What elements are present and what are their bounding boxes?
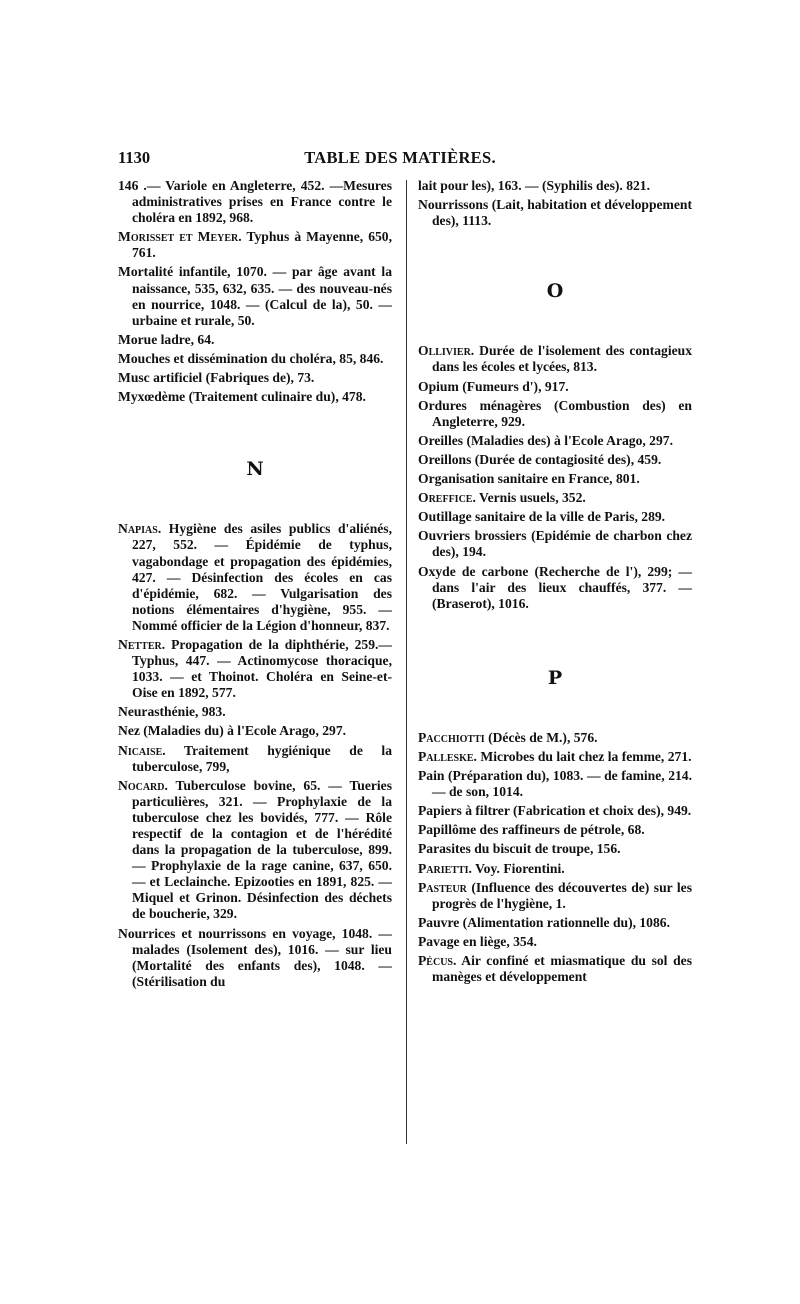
entry-text: Ouvriers brossiers (Epidémie de charbon chez des), 194. [418,528,692,560]
entry-author: Netter. [118,636,166,652]
index-entry [118,704,392,720]
entry-text: Oreillons (Durée de contagiosité des), 459. [418,451,662,467]
entry-text: Mouches et dissémination du choléra, 85, 846. [118,350,384,366]
index-entry [418,915,692,931]
entry-text: (Influence des découvertes de) sur les progrès de l'hygiène, 1. [432,879,692,911]
left-column [118,178,392,993]
entry-text: Pauvre (Alimentation rationnelle du), 1086. [418,914,670,930]
entry-text: Parasites du biscuit de troupe, 156. [418,841,621,857]
index-entry [418,880,692,912]
index-entry [118,229,392,261]
column-divider [406,180,407,1144]
entry-text: Air confiné et miasmatique du sol des manèges et développement [432,953,692,985]
entry-text: Voy. Fiorentini. [475,860,565,876]
index-entry [418,768,692,800]
index-entry [418,471,692,487]
entry-text: Typhus à Mayenne, 650, 761. [132,229,393,261]
page-number: 1130 [118,148,151,167]
index-entry [418,953,692,985]
entry-author: Ollivier. [418,343,475,359]
index-entry [118,178,392,226]
index-entry [118,370,392,386]
index-entry [418,178,692,194]
entry-text: Mortalité infantile, 1070. — par âge avant la naissance, 535, 632, 635. — des nouveau-nés en nourrice, 1048. — (Calcul de la), 50. — urbaine et rurale, 50. [118,264,392,328]
entry-text: lait pour les), 163. — (Syphilis des). 821. [418,178,651,193]
entry-text: Pavage en liège, 354. [418,933,537,949]
index-entry [418,379,692,395]
index-entry [118,637,392,701]
entry-text: Traitement hygiénique de la tuberculose, 799, [132,742,392,774]
index-entry [118,778,392,923]
entry-text: Oreilles (Maladies des) à l'Ecole Arago, 297. [418,432,673,448]
entry-text: Nez (Maladies du) à l'Ecole Arago, 297. [118,723,347,739]
entry-text: Tuberculose bovine, 65. — Tueries particulières, 321. — Prophylaxie de la tuberculose chez les bovidés, 777. — Rôle respectif de la contagion et de l'hérédité dans la propagation de la tuberculose, 899. — Prophylaxie de la rage canine, 637, 650. — et Leclainche. Epizooties en 1891, 825. — Miquel et Grinon. Désinfection des déchets de boucherie, 329. [132,777,393,922]
index-entry [418,841,692,857]
index-entry [418,452,692,468]
entry-author: Nocard. [118,777,168,793]
entry-text: Durée de l'isolement des contagieux dans les écoles et lycées, 813. [432,343,692,375]
entry-text: Neurasthénie, 983. [118,704,226,720]
entry-text: Morue ladre, 64. [118,331,215,347]
entry-text: Hygiène des asiles publics d'aliénés, 227, 552. — Épidémie de typhus, vagabondage et propagation des épidémies, 427. — Désinfection des écoles en cas d'épidémie, 682. — Vulgarisation des notions élémentaires d'hygiène, 955. — Nommé officier de la Légion d'honneur, 837. [132,521,392,633]
entry-author: Napias. [118,521,162,537]
entry-text: Organisation sanitaire en France, 801. [418,471,640,487]
entry-author: Pacchiotti [418,729,485,745]
index-entry [418,398,692,430]
entry-text: Papillôme des raffineurs de pétrole, 68. [418,822,645,838]
entry-author: Parietti. [418,860,472,876]
entry-author: Palleske. [418,748,477,764]
entry-text: Microbes du lait chez la femme, 271. [480,748,692,764]
index-entry [418,564,692,612]
index-entry [118,332,392,348]
index-entry [418,197,692,229]
index-entry [418,509,692,525]
index-entry [418,934,692,950]
entry-author: Pécus. [418,953,457,968]
entry-author: Nicaise. [118,742,166,758]
index-entry [418,433,692,449]
index-entry [118,521,392,634]
index-entry [418,343,692,375]
entry-text: Opium (Fumeurs d'), 917. [418,378,569,394]
entry-text: (Décès de M.), 576. [488,729,598,745]
section-letter: P [547,666,563,689]
index-entry [118,743,392,775]
entry-text: Ordures ménagères (Combustion des) en Angleterre, 929. [418,397,692,429]
entry-author: Pasteur [418,879,467,895]
index-entry [418,749,692,765]
entry-text: Propagation de la diphthérie, 259.— Typhus, 447. — Actinomycose thoracique, 1033. — et Thoinot. Choléra en Seine-et-Oise en 1892, 577. [132,636,392,701]
index-entry [118,389,392,405]
entry-text: Myxœdème (Traitement culinaire du), 478. [118,389,366,405]
index-entry [418,803,692,819]
index-entry [418,528,692,560]
entry-author: Morisset et Meyer. [118,229,242,245]
page-header [118,148,690,172]
entry-author: Oreffice. [418,490,476,506]
entry-text: 146 .— Variole en Angleterre, 452. —Mesures administratives prises en France contre le choléra en 1892, 968. [118,178,392,226]
entry-text: Nourrices et nourrissons en voyage, 1048. — malades (Isolement des), 1016. — sur lieu (Mortalité des enfants des), 1048. —(Stérilisation du [118,925,392,989]
index-entry [118,723,392,739]
right-column [418,178,692,988]
entry-text: Oxyde de carbone (Recherche de l'), 299; — dans l'air des lieux chauffés, 377. — (Braserot), 1016. [418,563,692,611]
section-letter: O [546,280,564,303]
page-title: TABLE DES MATIÈRES. [304,148,496,167]
section-letter: N [246,458,264,481]
entry-text: Papiers à filtrer (Fabrication et choix des), 949. [418,803,692,819]
index-entry [418,861,692,877]
index-entry [418,490,692,506]
entry-text: Pain (Préparation du), 1083. — de famine, 214. — de son, 1014. [418,768,692,800]
index-entry [118,351,392,367]
entry-text: Nourrissons (Lait, habitation et développement des), 1113. [418,197,692,229]
index-entry [118,926,392,990]
index-entry [418,730,692,746]
index-entry [418,822,692,838]
index-entry [118,264,392,328]
entry-text: Vernis usuels, 352. [479,490,586,506]
entry-text: Outillage sanitaire de la ville de Paris, 289. [418,509,666,525]
entry-text: Musc artificiel (Fabriques de), 73. [118,370,315,386]
